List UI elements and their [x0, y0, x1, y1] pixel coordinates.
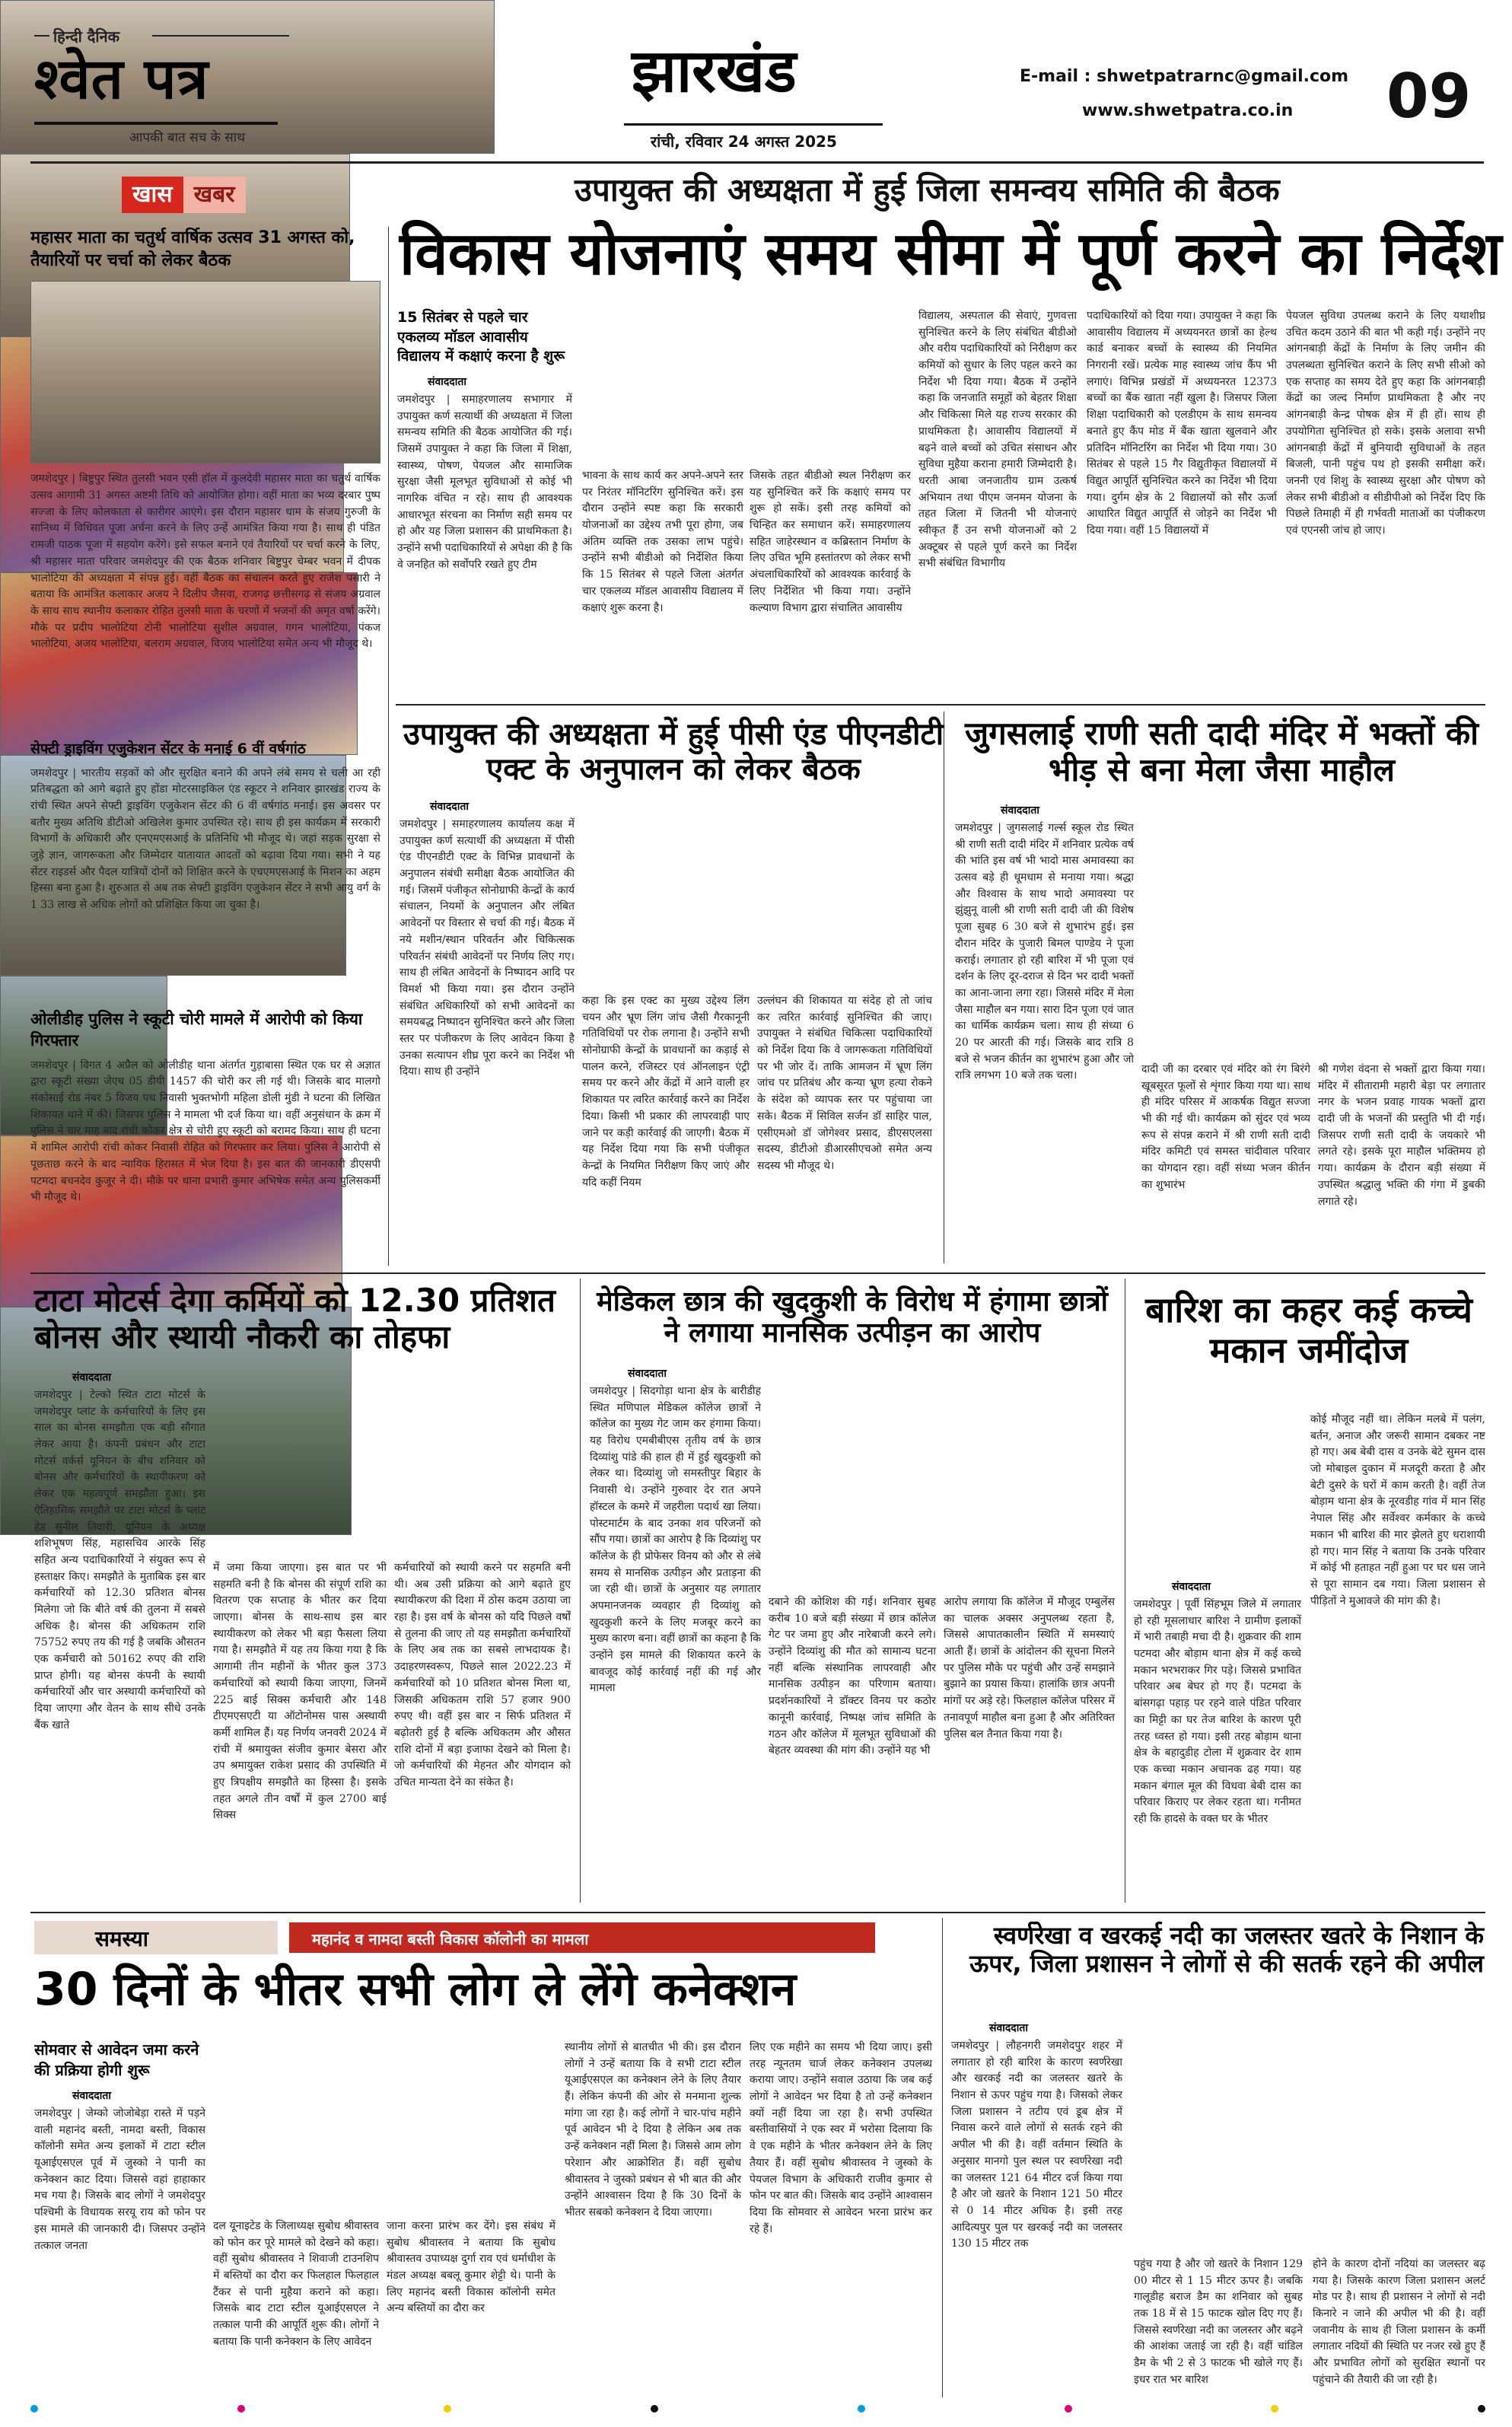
- top-story-sidebar-headline: 15 सितंबर से पहले चार एकलव्य मॉडल आवासीय विद्यालय में कक्षाएं करना है शुरू: [397, 309, 565, 365]
- rani-sati-col2: दादी जी का दरबार एवं मंदिर को रंग बिरंगे खूबसूरत फूलों से शृंगार किया गया था। साथ ही मंदिर परिसर में आकर्षक विद्युत सज्जा भी की गई थी। कार्यक्रम को सुंदर एवं भव्य रूप से संपन्न कराने में श्री राणी सती दादी मंदिर कमिटी एवं समस्त चांदीवाल परिवार का योगदान रहा। वहीं संध्या भजन कीर्तन का शुभारंभ: [1141, 1063, 1310, 1191]
- tagline-line-right: [152, 35, 289, 37]
- reg-dot: [858, 2405, 865, 2413]
- top-story-col4: विद्यालय, अस्पताल की सेवाएं, गुणवत्ता सुनिश्चित करने के लिए संबंधित बीडीओ और वरीय पदाधिकारियों को निरीक्षण कर कमियों को सुधार के लिए पहल करने का निर्देश भी दिया गया। बैठक में उन्होंने कहा कि जनजाति समूहों को बेहतर शिक्षा और चिकित्सा मिले यह राज्य सरकार की प्राथमिकता है। आवासीय विद्यालयों में बढ़ने वाले बच्चों को उचित संसाधन और सुविधा मुहैया कराना हमारी जिम्मेदारी है। धरती आबा जनजातीय ग्राम उत्कर्ष अभियान तथा पीएम जनमन योजना के तहत जिला में जितनी भी योजनाएं स्वीकृत हैं उन सभी योजनाओं को 2 अक्टूबर से पहले पूर्ण करने का निर्देश सभी संबंधित विभागीय: [918, 310, 1077, 570]
- page-number: 09: [1386, 61, 1472, 132]
- pcpndt-byline: संवाददाता: [430, 801, 469, 813]
- samasya-col2: दल यूनाइटेड के जिलाध्यक्ष सुबोध श्रीवास्तव को फोन कर पूरे मामले को देखने को कहा। वहीं सुबोध श्रीवास्तव ने शिवाजी टाउनशिप में बस्तियों का दौरा कर फिलहाल फिलहाल टैंकर से पानी मुहैया कराने को कहा। जिसके बाद टाटा स्टील यूआईएसएल ने तत्काल पानी की आपूर्ति शुरू की। लोगों ने बताया कि पानी कनेक्शन के लिए आवेदन: [213, 2220, 379, 2348]
- masthead: [0, 0, 1512, 160]
- top-story-col2: भावना के साथ कार्य कर अपने-अपने स्तर पर निरंतर मॉनिटरिंग सुनिश्चित करें। इस दौरान उन्होंने स्पष्ट कहा कि सरकारी योजनाओं का उद्देश्य तभी पूरा होगा, जब अंतिम व्यक्ति तक उसका लाभ पहुंचे। उन्होंने सभी बीडीओ को निर्देशित किया कि 15 सितंबर से पहले जिला अंतर्गत चार एकलव्य मॉडल आवासीय विद्यालय में कक्षाएं शुरू करना है।: [582, 470, 743, 614]
- middle-rule: [30, 1272, 1485, 1274]
- reg-dot: [1271, 2405, 1278, 2413]
- medical-col3: आरोप लगाया कि कॉलेज में मौजूद एम्बुलेंस का चालक अक्सर अनुपलब्ध रहता है, जिससे आपातकालीन स्थिति में समस्याएं आती हैं। छात्रों के आंदोलन की सूचना मिलने पर पुलिस मौके पर पहुंची और उन्हें समझाने बुझाने का प्रयास किया। हालांकि छात्र अपनी मांगों पर अड़े रहे। फिलहाल कॉलेज परिसर में तनावपूर्ण माहौल बना हुआ है और अतिरिक्त पुलिस बल तैनात किया गया है।: [944, 1596, 1115, 1741]
- left-story-1-headline: महासर माता का चतुर्थ वार्षिक उत्सव 31 अगस्त को, तैयारियों पर चर्चा को लेकर बैठक: [30, 228, 355, 270]
- tagline-line: [34, 35, 49, 37]
- river-col1-wrap: [951, 2021, 1122, 2397]
- samasya-tag: समस्या: [34, 1921, 278, 1954]
- reg-dot: [1478, 2405, 1485, 2413]
- samasya-headline: 30 दिनों के भीतर सभी लोग ले लेंगे कनेक्शन: [34, 1963, 797, 2016]
- reg-dot: [444, 2405, 451, 2413]
- rani-sati-headline: जुगसलाई राणी सती दादी मंदिर में भक्तों की भीड़ से बना मेला जैसा माहौल: [965, 715, 1479, 789]
- barish-col1: जमशेदपुर | पूर्वी सिंहभूम जिले में लगातार हो रही मूसलाधार बारिश ने ग्रामीण इलाकों में भारी तबाही मचा दी है। शुक्रवार की शाम पटमदा और बोड़ाम थाना क्षेत्र में कई कच्चे मकान भरभराकर गिर पड़े। जिससे प्रभावित परिवार अब बेघर हो गए हैं। पटमदा के बांसगढ़ा पहाड़ पर रहने वाले पंडित परिवार का मिट्टी का घर तेज बारिश के कारण पूरी तरह ध्वस्त हो गया। इसी तरह बोड़ाम थाना क्षेत्र के बहादुडीह टोला में शुक्रवार देर शाम एक कच्चा मकान अचानक ढह गया। यह मकान बंगाल मूल की विधवा बेबी दास का परिवार किराए पर लेकर रहता था। गनीमत रही कि हादसे के वक्त घर के भीतर: [1134, 1598, 1301, 1825]
- top-story-col3: जिसके तहत बीडीओ स्थल निरीक्षण कर यह सुनिश्चित करें कि कक्षाएं समय पर शुरू हो सकें। इसी तरह कमियों को चिन्हित कर समाधान करें। समाहरणालय सहित जाहेरस्थान व कब्रिस्तान निर्माण के लिए उचित भूमि हस्तांतरण को लेकर सभी अंचलाधिकारियों को आवश्यक कार्रवाई के लिए निर्देशित भी किया गया। उन्होंने कल्याण विभाग द्वारा संचालित आवासीय: [750, 470, 911, 614]
- tata-divider: [580, 1279, 581, 1903]
- khabar-label: खबर: [183, 177, 246, 213]
- khas-label: खास: [122, 177, 183, 213]
- river-col1: जमशेदपुर | लौहनगरी जमशेदपुर शहर में लगातार हो रही बारिश के कारण स्वर्णरेखा और खरकई नदी का जलस्तर खतरे के निशान से ऊपर पहुंच गया है। जिसको लेकर जिला प्रशासन ने तटीय एवं डूब क्षेत्र में निवास करने वाले लोगों से सतर्क रहने की अपील भी की है। वहीं वर्तमान स्थिति के अनुसार मानगो पुल स्थल पर स्वर्णरेखा नदी का जलस्तर 121 64 मीटर दर्ज किया गया है और जो खतरे के निशान 121 50 मीटर से 0 14 मीटर अधिक है। इसी तरह आदित्यपुर पुल पर खरकई नदी का जलस्तर 130 15 मीटर तक: [951, 2040, 1122, 2250]
- section-title: झारखंड: [632, 37, 797, 106]
- rani-sati-col3: श्री गणेश वंदना से भक्तों द्वारा किया गया। मंदिर में सीतारामी महारी बेड़ा पर लगातार नगर के भजन प्रवाह गायक भक्तों द्वारा दादी जी के भजनों की प्रस्तुति भी दी गई। जिसपर राणी सती दादी के जयकारे भी लगते रहे। इसके पूरा माहौल भक्तिमय हो गया। कार्यक्रम के दौरान बड़ी संख्या में उपस्थित श्रद्धालु भक्ति की गंगा में डुबकी लगाते रहे।: [1318, 1063, 1485, 1208]
- left-story-3-body: जमशेदपुर | विगत 4 अप्रैल को ओलीडीह थाना अंतर्गत गुड़ाबासा स्थित एक घर से अज्ञात द्वारा स्कूटी संख्या जेएच 05 डीयी 1457 की चोरी कर ली गई थी। जिसके बाद मालगो संकोसाई रोड नंबर 5 विजय पथ निवासी भुक्तभोगी महिला डोली मुंडी ने घटना की लिखित शिकायत थाने में की। जिसपर पुलिस ने मामला भी दर्ज किया था। वहीं अनुसंधान के क्रम में पुलिस ने चार माह बाद रांची कोकर क्षेत्र से चोरी हुए स्कूटी को बरामद किया। साथ ही घटना में शामिल आरोपी रांची कोकर निवासी रोहित को गिरफ्तार कर लिया। पुलिस ने आरोपी से पूछताछ करने के बाद न्यायिक हिरासत में भेज दिया है। इस बात की जानकारी डीएसपी पटमदा बचनदेव कुजूर ने दी। मौके पर थाना प्रभारी कुमार अभिषेक समेत अन्य पुलिसकर्मी भी मौजूद थे।: [30, 1059, 380, 1204]
- tata-col1: जमशेदपुर | टेल्को स्थित टाटा मोटर्स के जमशेदपुर प्लांट के कर्मचारियों के लिए इस साल का बोनस समझौता एक बड़ी सौगात लेकर आया है। कंपनी प्रबंधन और टाटा मोटर्स वर्कर्स यूनियन के बीच शनिवार को बोनस और कर्मचारियों के स्थायीकरण को लेकर एक महत्वपूर्ण समझौता हुआ। इस ऐतिहासिक समझौते पर टाटा मोटर्स के प्लांट हेड सुनील तिवारी, यूनियन के अध्यक्ष शशिभूषण सिंह, महासचिव आरके सिंह सहित अन्य पदाधिकारियों ने संयुक्त रूप से हस्ताक्षर किए। समझौते के मुताबिक इस बार कर्मचारियों को 12.30 प्रतिशत बोनस मिलेगा जो कि बीते वर्ष की तुलना में सबसे अधिक है। बोनस की अधिकतम राशि 75752 रुपए तय की गई है जबकि औसतन एक कर्मचारी को 50162 रुपए की राशि प्राप्त होगी। यह बोनस कंपनी के स्थायी कर्मचारियों और चार अस्थायी कर्मचारियों को दिया जाएगा और वेतन के साथ सीधे उनके बैंक खाते: [34, 1389, 205, 1731]
- pcpndt-col3: उल्लंघन की शिकायत या संदेह हो तो जांच कर त्वरित कार्रवाई सुनिश्चित की जाए। उपायुक्त ने संबंधित चिकित्सा पदाधिकारियों को निर्देश दिया कि वे जागरूकता गतिविधियों पर भी जोर दें। ताकि आमजन में भ्रूण लिंग जांच पर प्रतिबंध और कन्या भ्रूण हत्या रोकने के संदेश को व्यापक स्तर पर पहुंचाया जा सके। बैठक में सिविल सर्जन डॉ साहिर पाल, एसीएमओ डॉ जोगेश्वर प्रसाद, डीएसएलसा सदस्य, डीटीओ डीआरसीएचओ समेत अन्य सदस्य भी मौजूद थे।: [757, 995, 932, 1172]
- paper-tagline-top: हिन्दी दैनिक: [53, 27, 120, 46]
- left-story-3: [30, 1008, 380, 1263]
- paper-slogan: आपकी बात सच के साथ: [129, 130, 246, 145]
- left-story-1-photo: [30, 281, 380, 463]
- pcpndt-col1-wrap: [399, 799, 575, 1263]
- medical-byline: संवाददाता: [628, 1368, 667, 1380]
- river-col3: होने के कारण दोनों नदियां का जलस्तर बढ़ गया है। जिसके कारण जिला प्रशासन अलर्ट मोड पर है। साथ ही प्रशासन ने लोगों से नदी किनारे न जाने की अपील भी की है। वहीं जवानीय के साथ ही जिला प्रशासन के कर्मी लगातार नदियों की स्थिति पर नजर रखे हुए हैं और प्रभावित लोगों को सुरक्षित स्थानों पर पहुंचाने की तैयारी की जा रही है।: [1313, 2258, 1485, 2386]
- dateline-rule: [624, 123, 883, 126]
- river-byline: संवाददाता: [989, 2022, 1028, 2034]
- tata-byline: संवाददाता: [72, 1371, 111, 1384]
- river-col2: पहुंच गया है और जो खतरे के निशान 129 00 मीटर से 1 15 मीटर ऊपर है। जबकि गालूडीह बराज डैम का शनिवार को सुबह तक 18 में से 15 फाटक खोल दिए गए हैं। जिससे स्वर्णरेखा नदी का जलस्तर और बढ़ने की आशंका जताई जा रही है। वहीं चांडिल डैम के भी 2 से 3 फाटक भी खोले गए हैं। इधर रात भर बारिश: [1134, 2258, 1303, 2386]
- paper-name: श्वेत पत्र: [34, 46, 209, 112]
- river-headline: स्वर्णरेखा व खरकई नदी का जलस्तर खतरे के निशान के ऊपर, जिला प्रशासन ने लोगों से की सतर्क रहने की अपील: [969, 1921, 1484, 1978]
- samasya-divider: [942, 1918, 943, 2397]
- khas-khabar-badge: [122, 177, 294, 213]
- samasya-byline: संवाददाता: [72, 2090, 111, 2102]
- samasya-col3: जाना करना प्रारंभ कर देंगे। इस संबंध में सुबोध श्रीवास्तव ने बताया कि सुबोध श्रीवास्तव उपाध्यक्ष दुर्गा राव एवं धर्माधीश के मंडल अध्यक्ष बबलू कुमार शेट्टी थे। पानी के लिए महानंद बस्ती विकास कॉलोनी समेत अन्य बस्तियों का दौरा कर: [387, 2220, 555, 2315]
- barish-byline: संवाददाता: [1172, 1581, 1211, 1593]
- tata-col1-wrap: [34, 1370, 205, 1903]
- tata-col2: में जमा किया जाएगा। इस बात पर भी सहमति बनी है कि बोनस की संपूर्ण राशि का वितरण एक सप्ताह के भीतर कर दिया जाएगा। बोनस के साथ-साथ इस बार स्थायीकरण को लेकर भी बड़ा फैसला लिया गया है। समझौते में यह तय किया गया है कि आगामी तीन महीनों के भीतर कुल 373 कर्मचारियों को स्थायी किया जाएगा, जिनमें 225 बाई सिक्स कर्मचारी और 148 टीएमएसएटी या ऑटोनोमस पास अस्थायी कर्मी शामिल हैं। यह निर्णय जनवरी 2024 में रांची में श्रमायुक्त संजीव कुमार बेसरा और उप श्रमायुक्त राकेश प्रसाद की उपस्थिति में हुए त्रिपक्षीय समझौते का हिस्सा है। इसके तहत अगले तीन वर्षों में कुल 2700 बाई सिक्स: [213, 1562, 387, 1822]
- top-story-kicker: उपायुक्त की अध्यक्षता में हुई जिला समन्वय समिति की बैठक: [575, 171, 1280, 209]
- left-story-1: [30, 227, 380, 729]
- samasya-kicker: महानंद व नामदा बस्ती विकास कॉलोनी का मामला: [289, 1922, 875, 1953]
- dateline: रांची, रविवार 24 अगस्त 2025: [651, 132, 837, 151]
- top-story-col6: पेयजल सुविधा उपलब्ध कराने के लिए यथाशीघ्र उचित कदम उठाने की बात भी कही गई। उन्होंने नए आंगनबाड़ी केंद्रों के निर्माण के लिए जमीन की उपलब्धता सुनिश्चित कराने के लिए सभी सीओ को एक सप्ताह का समय देते हुए कहा कि आंगनबाड़ी केंद्रों का जल्द निर्माण प्राथमिकता है और नए आंगनबाड़ी केन्द्र पोषक क्षेत्र में ही हों। साथ ही उपयोगिता सुनिश्चित हो सके। इसके अलावा सभी आंगनबाड़ी केंद्रों में बुनियादी सुविधाओं के तहत बिजली, पानी पहुंच पथ हो इसकी समीक्षा करें। जननी एवं शिशु के स्वास्थ्य सुरक्षा और पोषण को लेकर सभी बीडीओ व सीडीपीओ को निर्देश दिए कि पिछले तिमाही में ही गर्भवती माताओं का पंजीकरण एवं एएनसी जांच हो जाए।: [1286, 310, 1485, 537]
- email-line[interactable]: E-mail : shwetpatrarnc@gmail.com: [1020, 67, 1349, 86]
- samasya-col5: लिए एक महीने का समय भी दिया जाए। इसी तरह न्यूनतम चार्ज लेकर कनेक्शन उपलब्ध कराया जाए। उन्होंने सवाल उठाया कि जब कई लोगों ने आवेदन भर दिया है तो उन्हें कनेक्शन क्यों नहीं दिया जा रहा है। सभी उपस्थित बस्तीवासियों ने एक स्वर में भरोसा दिलाया कि वे एक महीने के भीतर कनेक्शन लेने के लिए तैयार हैं। वहीं सुबोध श्रीवास्तव ने जुस्को के पेयजल विभाग के अधिकारी राजीव कुमार से फोन पर बात की। जिसके बाद उन्होंने आश्वासन दिया कि सोमवार से आवेदन भरना प्रारंभ कर रहे हैं।: [750, 2041, 932, 2235]
- medical-col1: जमशेदपुर | सिदगोड़ा थाना क्षेत्र के बारीडीह स्थित मणिपाल मेडिकल कॉलेज छात्रों ने कॉलेज का मुख्य गेट जाम कर हंगामा किया। यह विरोध एमबीबीएस तृतीय वर्ष के छात्र दिव्यांशु पांडे की हाल ही में हुई खुदकुशी को लेकर था। दिव्यांशु जो समस्तीपुर बिहार के निवासी थे। उन्होंने गुरुवार देर रात अपने हॉस्टल के कमरे में जहरीला पदार्थ खा लिया। पोस्टमार्टम के बाद उनका शव परिजनों को सौंप गया। छात्रों का आरोप है कि दिव्यांशु पर कॉलेज के ही प्रोफेसर विनय को और से लंबे समय से मानसिक उत्पीड़न और प्रताड़ना की जा रही थी। छात्रों के अनुसार यह लगातार अपमानजनक व्यवहार ही दिव्यांशु को खुदकुशी करने के लिए मजबूर करने का मुख्य कारण बना। वहीं छात्रों का कहना है कि उन्होंने इस मामले की शिकायत करने के बावजूद कोई कार्रवाई नहीं की गई और मामला: [590, 1385, 761, 1695]
- medical-col1-wrap: [590, 1366, 761, 1903]
- tata-headline: टाटा मोटर्स देगा कर्मियों को 12.30 प्रतिशत बोनस और स्थायी नौकरी का तोहफा: [34, 1282, 555, 1356]
- tata-col3: कर्मचारियों को स्थायी करने पर सहमति बनी थी। अब उसी प्रक्रिया को आगे बढ़ाते हुए स्थायीकरण की दिशा में ठोस कदम उठाया जा रहा है। इस वर्ष के बोनस को यदि पिछले वर्षों से तुलना की जाए तो यह समझौता कर्मचारियों के लिए अब तक का सबसे लाभदायक है। उदाहरणस्वरूप, पिछले साल 2022.23 में कर्मचारियों को 10 प्रतिशत बोनस मिला था, जिसकी अधिकतम राशि 57 हजार 900 रुपए थी। वहीं इस बार न सिर्फ प्रतिशत में बढ़ोतरी हुई है बल्कि अधिकतम और औसत राशि दोनों में बड़ा इजाफा देखने को मिला है। जो कर्मचारियों की मेहनत और योगदान को उचित मान्यता देने का संकेत है।: [394, 1562, 571, 1788]
- website-line[interactable]: www.shwetpatra.co.in: [1082, 101, 1294, 120]
- reg-dot: [237, 2405, 245, 2413]
- top-story-col1: जमशेदपुर | समाहरणालय सभागार में उपायुक्त कर्ण सत्यार्थी की अध्यक्षता में जिला समन्वय समिति की बैठक आयोजित की गई। जिसमें उपायुक्त ने कहा कि जिला में शिक्षा, स्वास्थ्य, पोषण, पेयजल और सामाजिक सुरक्षा जैसी मूलभूत सुविधाओं से कोई भी नागरिक वंचित न रहे। साथ ही आवश्यक आधारभूत संरचना का निर्माण सही समय पर हो और यह जिला प्रशासन की प्राथमिकता है। उन्होंने सभी पदाधिकारियों से अपेक्षा की है कि वे जनहित को सर्वोपरि रखते हुए टीम: [397, 393, 572, 571]
- samasya-sidebar: [34, 2040, 205, 2397]
- paper-slogan-bar: [34, 122, 278, 125]
- rani-sati-byline: संवाददाता: [1001, 804, 1039, 817]
- reg-dot: [1065, 2405, 1072, 2413]
- left-story-2-headline: सेफ्टी ड्राइविंग एजुकेशन सेंटर के मनाई 6 वीं वर्षगांठ: [30, 741, 306, 757]
- barish-col1-wrap: [1134, 1579, 1301, 1903]
- samasya-col1: जमशेदपुर | जेम्को जोजोबेड़ा रास्ते में पड़ने वाली महानंद बस्ती, नामदा बस्ती, विकास कॉलोनी समेत अन्य इलाकों में टाटा स्टील यूआईएसएल पूर्व में जुस्को ने पानी का कनेक्शन काट दिया। जिससे वहां हाहाकार मच गया है। जिसके बाद लोगों ने जमशेदपुर पश्चिमी के विधायक सरयू राय को फोन पर इस मामले की जानकारी दी। जिसपर उन्होंने तत्काल जनता: [34, 2107, 205, 2252]
- masthead-rule: [30, 161, 1484, 164]
- rani-sati-col1: जमशेदपुर | जुगसलाई गर्ल्स स्कूल रोड स्थित श्री राणी सती दादी मंदिर में शनिवार प्रत्येक वर्ष की भांति इस वर्ष भी भादो मास अमावस्या का उत्सव बड़े ही धूमधाम से मनाया गया। श्रद्धा और विश्वास के साथ भादो अमावस्या पर झुंझुनू वाली श्री राणी सती दादी जी की विशेष पूजा सुबह 6 30 बजे से शुभारंभ हुई। इस दौरान मंदिर के पुजारी बिमल पाण्डेय ने पूजा कराई। लगातार हो रही बारिश में भी पूजा एवं दर्शन के लिए दूर-दराज से दिन भर दादी भक्तों का आना-जाना लगा रहा। जिससे मंदिर में मेला जैसा माहौल बन गया। सारा दिन पूजा एवं जात का धार्मिक कार्यक्रम चला। साथ ही संध्या 6 20 पर आरती की गई। जिसके बाद रात्रि 8 बजे से भजन कीर्तन का शुभारंभ हुआ और जो रात्रि लगभग 10 बजे तक चला।: [955, 822, 1134, 1082]
- left-story-3-headline: ओलीडीह पुलिस ने स्कूटी चोरी मामले में आरोपी को किया गिरफ्तार: [30, 1010, 363, 1050]
- top-story-col5: पदाधिकारियों को दिया गया। उपायुक्त ने कहा कि आवासीय विद्यालय में अध्ययनरत छात्रों का हेल्थ कार्ड बनाकर बच्चों के स्वास्थ्य की नियमित निगरानी रखें। प्रत्येक माह स्वास्थ्य जांच कैंप भी लगाएं। विभिन्न प्रखंडों में अध्ययनरत 12373 बच्चों का बैंक खाता नहीं खुला है। जिसपर जिला शिक्षा पदाधिकारी को एलडीएम के साथ समन्वय बनाते हुए कैंप मोड में बैंक खाता खुलवाने और प्रतिदिन मॉनिटरिंग का निर्देश भी दिया गया। 30 सितंबर से पहले 15 गैर विद्युतीकृत विद्यालयों में विद्युत आपूर्ति सुनिश्चित करने का निर्देश भी दिया गया। दुर्गम क्षेत्र के 2 विद्यालयों को सौर ऊर्जा आधारित विद्युत आपूर्ति से जोड़ने का निर्देश भी दिया गया। वहीं 15 विद्यालयों में: [1087, 310, 1277, 537]
- left-story-2-body: जमशेदपुर | भारतीय सड़कों को और सुरक्षित बनाने की अपने लंबे समय से चली आ रही प्रतिबद्धता को आगे बढ़ाते हुए होंडा मोटरसाइकिल एंड स्कूटर ने शनिवार झारखंड राज्य के रांची स्थित अपने सेफ्टी ड्राइविंग एजुकेशन सेंटर की 6 वीं वर्षगांठ मनाई। इस अवसर पर बतौर मुख्य अतिथि डीटीओ अखिलेश कुमार उपस्थित रहे। साथ ही इस कार्यक्रम में सरकारी विभागों के अधिकारी और एनएमएसआई के प्रतिनिधि भी मौजूद थे। जहां सड़क सुरक्षा से जुड़े ज्ञान, जागरूकता और जिम्मेदार यातायात आदतों को बढ़ावा दिया गया। सभी ने यह सेंटर राइडर्स और पैदल यात्रियों दोनों को शिक्षित करने के एचएमएसआई के मिशन का अहम हिस्सा बना हुआ है। शुरुआत से अब तक सेफ्टी ड्राइविंग एजुकेशन सेंटर ने सभी आयु वर्ग के 1 33 लाख से अधिक लोगों को प्रशिक्षित किया जा चुका है।: [30, 766, 380, 912]
- pcpndt-col2: कहा कि इस एक्ट का मुख्य उद्देश्य लिंग चयन और भ्रूण लिंग जांच जैसी गैरकानूनी गतिविधियों पर रोक लगाना है। उन्होंने सभी सोनोग्राफी केन्द्रों के प्रावधानों का कड़ाई से पालन करने, रजिस्टर एवं ऑनलाइन एंट्री समय पर करने और केंद्रों में आने वाली हर शिकायत पर त्वरित कार्रवाई करने का निर्देश दिया। किसी भी प्रकार की लापरवाही पाए जाने पर कड़ी कार्रवाई की जाएगी। बैठक में यह निर्देश दिया गया कि सभी पंजीकृत केन्द्रों के नियमित निरीक्षण किए जाएं और यदि कहीं नियम: [582, 995, 750, 1189]
- rani-sati-col1-wrap: [955, 803, 1134, 1263]
- top-story-sidebar: [397, 308, 572, 698]
- reg-dot: [651, 2405, 658, 2413]
- pcpndt-col1: जमशेदपुर | समाहरणालय कार्यालय कक्ष में उपायुक्त कर्ण सत्यार्थी की अध्यक्षता में पीसी एंड पीएनडीटी एक्ट के विभिन्न प्रावधानों के अनुपालन संबंधी समीक्षा बैठक आयोजित की गई। जिसमें पंजीकृत सोनोग्राफी केन्द्रों के कार्य संचालन, नियमों के अनुपालन और लंबित आवेदनों पर विस्तार से चर्चा की गई। बैठक में नये मशीन/स्थान परिवर्तन और चिकित्सक परिवर्तन संबंधी आवेदनों पर निर्णय लिए गए। साथ ही लंबित आवेदनों के निष्पादन आदि पर विमर्श भी किया गया। इस दौरान उन्होंने संबंधित अधिकारियों को सभी आवेदनों का समयबद्ध निष्पादन सुनिश्चित करने और जिला स्तर पर पंजीकरण के लिए आवेदन किया है उनका सत्यापन शीघ्र पूरा करने का निर्देश भी दिया। साथ ही उन्होंने: [399, 818, 575, 1078]
- samasya-sidebar-headline: सोमवार से आवेदन जमा करने की प्रक्रिया होगी शुरू: [34, 2040, 199, 2079]
- top-story-bottom-rule: [396, 704, 1485, 705]
- medical-headline: मेडिकल छात्र की खुदकुशी के विरोध में हंगामा छात्रों ने लगाया मानसिक उत्पीड़न का आरोप: [597, 1286, 1108, 1349]
- lower-rule: [30, 1912, 1485, 1913]
- reg-dot: [30, 2405, 38, 2413]
- medical-col2: दबाने की कोशिश की गई। शनिवार सुबह करीब 10 बजे बड़ी संख्या में छात्र कॉलेज गेट पर जमा हुए और नारेबाजी करने लगे। उन्होंने दिव्यांशु की मौत को सामान्य घटना नहीं बल्कि संस्थानिक लापरवाही और मानसिक उत्पीड़न का परिणाम बताया। प्रदर्शनकारियों ने डॉक्टर विनय पर कठोर कानूनी कार्रवाई, निष्पक्ष जांच समिति के गठन और कॉलेज में मूलभूत सुविधाओं की बेहतर व्यवस्था की मांग की। उन्होंने यह भी: [769, 1596, 936, 1757]
- left-column-divider: [388, 227, 389, 1266]
- top-story-headline: विकास योजनाएं समय सीमा में पूर्ण करने का निर्देश: [399, 220, 1502, 288]
- left-story-1-body: जमशेदपुर | बिष्टुपुर स्थित तुलसी भवन एसी हॉल में कुलदेवी महासर माता का चतुर्थ वार्षिक उत्सव आगामी 31 अगस्त अष्टमी तिथि को आयोजित होगा। वहीं माता का भव्य दरबार पुष्प सज्जा के लिए कोलकाता से कारीगर आएंगे। इस दौरान महासर धाम के संजय गुरुजी के सानिध्य में विधिवत पूजा अर्चना करने के लिए उन्हें आमंत्रित किया गया है। साथ ही पंडित रामजी पाठक पूजा में सहयोग करेंगे। इसे सफल बनाने एवं तैयारियों पर चर्चा करने के लिए, श्री महासर माता परिवार जमशेदपुर की एक बैठक शनिवार बिष्टुपुर चेम्बर भवन में दीपक भालोटिया की अध्यक्षता में संपन्न हुई। वहीं बैठक का संचालन करते हुए राजेश पसारी ने बताया कि आमंत्रित कलाकार अजय ने दिलीप जैसवा, राजगढ़ छत्तीसगढ़ से संजय अग्रवाल के साथ साथ स्थानीय कलाकार रोहित तुलसी माता के चरणों में भजनों की अमृत वर्षा करेंगे। मौके पर प्रदीप भालोटिया टोनी भालोटिया सुशील अग्रवाल, गगन भालोटिया, पंकज भालोटिया, अजय भालोटिया, बलराम अग्रवाल, विजय भालोटिया समेत अन्य भी मौजूद थे।: [30, 473, 380, 651]
- print-registration-marks: [30, 2405, 1485, 2414]
- barish-col2: कोई मौजूद नहीं था। लेकिन मलबे में पलंग, बर्तन, अनाज और जरूरी सामान दबकर नष्ट हो गए। अब बेबी दास व उनके बेटे सुमन दास जो मोबाइल दुकान में मजदूरी करता है और बेटी दुसरे के घरों में काम करती है। वहीं तेज बोड़ाम थाना क्षेत्र के नूरवडीह गांव में मान सिंह नेपाल सिंह और सर्वेश्वर कर्मकार के कच्चे मकान भी बारिश की मार झेलते हुए धराशायी हो गए। मान सिंह ने बताया कि उनके परिवार में कोई भी हताहत नहीं हुआ पर घर धस जाने से पूरा सामान दब गया। जिला प्रशासन से पीड़ितों ने मुआवजे की मांग की है।: [1310, 1413, 1485, 1607]
- samasya-col4: स्थानीय लोगों से बातचीत भी की। इस दौरान लोगों ने उन्हें बताया कि वे सभी टाटा स्टील यूआईएसएल का कनेक्शन लेने के लिए तैयार हैं। लेकिन कंपनी की ओर से मनमाना शुल्क मांगा जा रहा है। कई लोगों ने चार-पांच महीने पूर्व आवेदन भी दे दिया है लेकिन अब तक उन्हें कनेक्शन नहीं मिला है। जिससे आम लोग परेशान और आक्रोशित हैं। वहीं सुबोध श्रीवास्तव ने जुस्को प्रबंधन से भी बात की और उन्होंने आश्वासन दिया है कि 30 दिनों के भीतर सबको कनेक्शन दे दिया जाएगा।: [565, 2041, 741, 2218]
- pcpndt-headline: उपायुक्त की अध्यक्षता में हुई पीसी एंड पीएनडीटी एक्ट के अनुपालन को लेकर बैठक: [403, 717, 944, 787]
- left-story-2: [30, 740, 380, 1002]
- barish-headline: बारिश का कहर कई कच्चे मकान जमींदोज: [1145, 1289, 1472, 1371]
- top-story-byline: संवाददाता: [428, 375, 466, 388]
